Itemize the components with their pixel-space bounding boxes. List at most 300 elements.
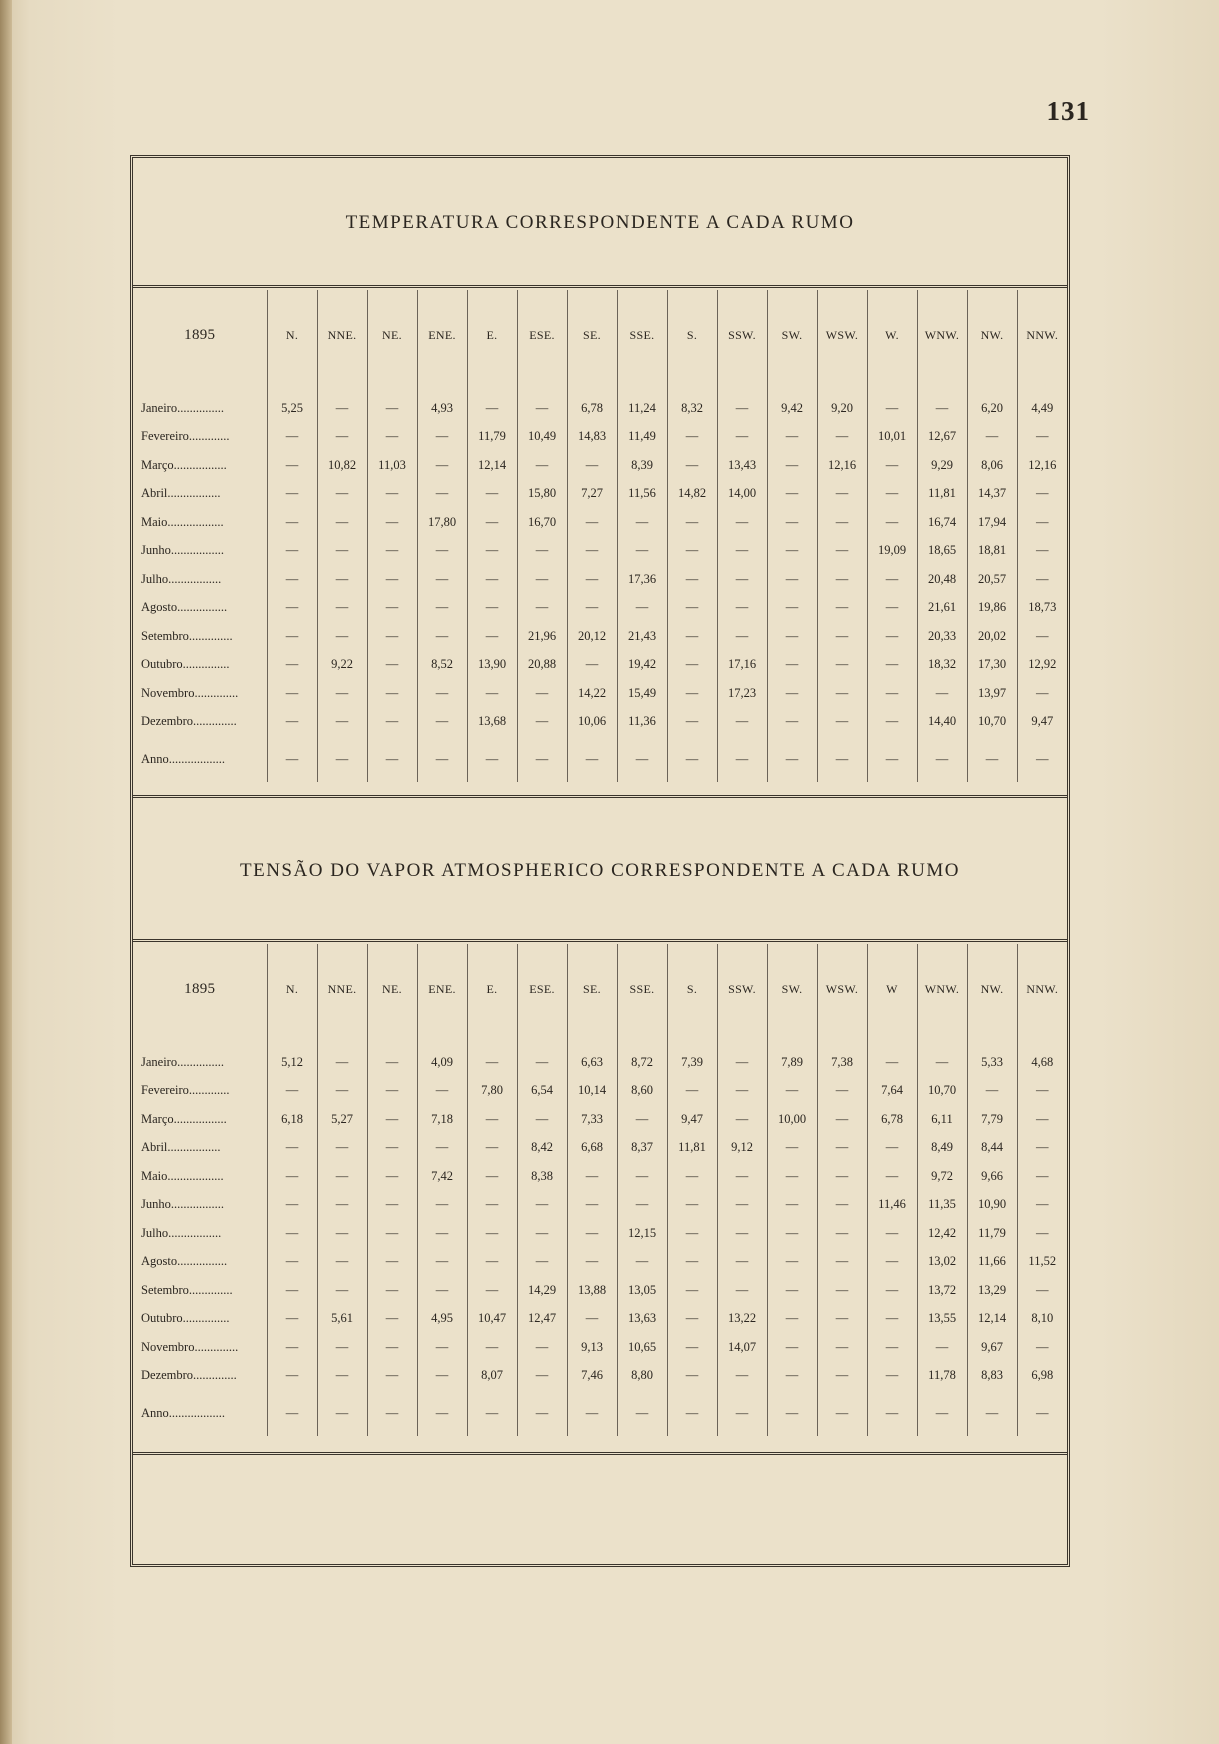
vapor-table-row [133,1333,1067,1362]
temperature-value-cell: 17,36 [617,565,667,594]
vapor-value-cell: 8,37 [617,1134,667,1163]
vapor-value-cell: — [417,1191,467,1220]
vapor-value-cell: — [517,1219,567,1248]
temperature-value-cell: 17,30 [967,651,1017,680]
temperature-value-cell: — [567,537,617,566]
temperature-value-cell: — [617,594,667,623]
vapor-value-cell: — [617,1191,667,1220]
temperature-table-row [133,736,1067,782]
vapor-value-cell: 7,38 [817,1048,867,1077]
vapor-value-cell: 7,46 [567,1362,617,1391]
temperature-value-cell: 8,06 [967,451,1017,480]
vapor-column-header: SE. [567,944,617,1034]
vapor-column-header: S. [667,944,717,1034]
vapor-value-cell: — [867,1248,917,1277]
temperature-value-cell: — [717,423,767,452]
vapor-table-row [133,1362,1067,1391]
vapor-value-cell: — [467,1134,517,1163]
temperature-column-header: W. [867,290,917,380]
temperature-value-cell: — [667,565,717,594]
vapor-value-cell: 11,52 [1017,1248,1067,1277]
temperature-value-cell: — [367,736,417,782]
vapor-value-cell: — [1017,1276,1067,1305]
temperature-value-cell: — [667,651,717,680]
vapor-value-cell: 13,05 [617,1276,667,1305]
vapor-month-label: Julho................. [141,1225,222,1240]
temperature-value-cell: 16,70 [517,508,567,537]
vapor-value-cell: 8,42 [517,1134,567,1163]
vapor-value-cell: — [667,1305,717,1334]
vapor-value-cell: 9,67 [967,1333,1017,1362]
vapor-value-cell: — [317,1077,367,1106]
temperature-column-header: NNW. [1017,290,1067,380]
vapor-value-cell: 4,68 [1017,1048,1067,1077]
vapor-value-cell: 11,81 [667,1134,717,1163]
temperature-value-cell: 9,42 [767,394,817,423]
temperature-value-cell: — [767,423,817,452]
vapor-month-label: Setembro.............. [141,1282,233,1297]
temperature-value-cell: 10,06 [567,708,617,737]
temperature-value-cell: — [517,736,567,782]
vapor-month-label: Anno.................. [141,1405,226,1420]
temperature-value-cell: 12,92 [1017,651,1067,680]
temperature-value-cell: — [767,594,817,623]
vapor-value-cell: — [317,1219,367,1248]
temperature-column-header: WNW. [917,290,967,380]
vapor-value-cell: 7,33 [567,1105,617,1134]
vapor-value-cell: — [417,1134,467,1163]
temperature-value-cell: — [767,736,817,782]
vapor-column-header: ENE. [417,944,467,1034]
vapor-value-cell: 6,18 [267,1105,317,1134]
vapor-value-cell: — [567,1248,617,1277]
temperature-value-cell: — [767,651,817,680]
temperature-month-label: Anno.................. [141,751,226,766]
vapor-value-cell: 11,79 [967,1219,1017,1248]
temperature-value-cell: — [817,708,867,737]
vapor-value-cell: 8,49 [917,1134,967,1163]
temperature-value-cell: — [867,679,917,708]
temperature-value-cell: 19,09 [867,537,917,566]
temperature-value-cell: 20,48 [917,565,967,594]
vapor-value-cell: — [267,1134,317,1163]
vapor-value-cell: 9,13 [567,1333,617,1362]
vapor-value-cell: — [767,1191,817,1220]
vapor-month-label: Maio.................. [141,1168,224,1183]
temperature-value-cell: — [667,508,717,537]
temperature-value-cell: 11,79 [467,423,517,452]
temperature-value-cell: — [317,508,367,537]
temperature-value-cell: 11,49 [617,423,667,452]
temperature-table-row [133,480,1067,509]
vapor-value-cell: 8,44 [967,1134,1017,1163]
vapor-year-header: 1895 [184,980,216,997]
vapor-value-cell: — [867,1390,917,1436]
temperature-value-cell: — [867,508,917,537]
vapor-value-cell: — [367,1248,417,1277]
temperature-value-cell: — [267,594,317,623]
temperature-value-cell: — [867,451,917,480]
vapor-column-header: NNW. [1017,944,1067,1034]
temperature-value-cell: — [417,565,467,594]
vapor-value-cell: 11,46 [867,1191,917,1220]
temperature-column-header: NW. [967,290,1017,380]
vapor-value-cell: — [467,1390,517,1436]
vapor-value-cell: — [317,1333,367,1362]
vapor-value-cell: 13,88 [567,1276,617,1305]
vapor-value-cell: — [417,1219,467,1248]
vapor-value-cell: — [617,1248,667,1277]
vapor-value-cell: 9,47 [667,1105,717,1134]
vapor-value-cell: — [367,1219,417,1248]
temperature-value-cell: — [317,622,367,651]
vapor-column-header: NE. [367,944,417,1034]
temperature-value-cell: — [667,708,717,737]
temperature-month-label: Julho................. [141,571,222,586]
temperature-value-cell: — [317,537,367,566]
vapor-value-cell: — [417,1248,467,1277]
temperature-year-header: 1895 [184,326,216,343]
vapor-column-header: WNW. [917,944,967,1034]
vapor-column-header: WSW. [817,944,867,1034]
vapor-value-cell: — [1017,1077,1067,1106]
vapor-value-cell: — [317,1134,367,1163]
temperature-month-label: Outubro............... [141,657,230,672]
temperature-table-row [133,708,1067,737]
vapor-value-cell: — [717,1048,767,1077]
vapor-value-cell: — [817,1219,867,1248]
temperature-value-cell: 8,52 [417,651,467,680]
vapor-value-cell: — [717,1362,767,1391]
vapor-value-cell: — [317,1191,367,1220]
temperature-value-cell: 12,16 [1017,451,1067,480]
vapor-value-cell: 12,15 [617,1219,667,1248]
vapor-table-row [133,1134,1067,1163]
vapor-value-cell: — [867,1048,917,1077]
temperature-column-header: ESE. [517,290,567,380]
temperature-value-cell: 6,78 [567,394,617,423]
vapor-value-cell: 13,63 [617,1305,667,1334]
vapor-table-row [133,1219,1067,1248]
temperature-value-cell: — [417,537,467,566]
vapor-value-cell: — [717,1276,767,1305]
temperature-table-row [133,622,1067,651]
temperature-value-cell: — [667,537,717,566]
temperature-value-cell: — [817,736,867,782]
temperature-value-cell: — [267,423,317,452]
temperature-value-cell: — [1017,622,1067,651]
temperature-value-cell: — [467,537,517,566]
temperature-value-cell: — [717,622,767,651]
vapor-value-cell: 6,11 [917,1105,967,1134]
temperature-value-cell: — [1017,423,1067,452]
temperature-value-cell: 19,86 [967,594,1017,623]
vapor-value-cell: — [567,1191,617,1220]
temperature-value-cell: — [667,423,717,452]
temperature-value-cell: — [317,480,367,509]
temperature-value-cell: 14,82 [667,480,717,509]
temperature-value-cell: — [367,651,417,680]
temperature-value-cell: 11,03 [367,451,417,480]
vapor-value-cell: — [867,1276,917,1305]
temperature-value-cell: — [517,594,567,623]
vapor-value-cell: — [817,1248,867,1277]
vapor-month-label: Janeiro............... [141,1054,224,1069]
temperature-section [133,158,1067,798]
vapor-value-cell: — [267,1162,317,1191]
vapor-value-cell: — [567,1219,617,1248]
vapor-value-cell: — [367,1305,417,1334]
temperature-value-cell: 14,22 [567,679,617,708]
vapor-value-cell: — [667,1219,717,1248]
temperature-value-cell: — [667,594,717,623]
vapor-value-cell: 14,29 [517,1276,567,1305]
vapor-value-cell: — [617,1105,667,1134]
temperature-value-cell: — [267,622,317,651]
temperature-value-cell: — [667,736,717,782]
temperature-month-label: Abril................. [141,486,221,501]
vapor-value-cell: 8,83 [967,1362,1017,1391]
temperature-value-cell: 11,56 [617,480,667,509]
temperature-value-cell: — [667,451,717,480]
temperature-column-header: S. [667,290,717,380]
vapor-value-cell: — [267,1276,317,1305]
temperature-value-cell: — [317,565,367,594]
temperature-value-cell: 18,81 [967,537,1017,566]
vapor-value-cell: 7,39 [667,1048,717,1077]
vapor-value-cell: — [1017,1390,1067,1436]
temperature-value-cell: — [917,736,967,782]
vapor-value-cell: — [867,1134,917,1163]
vapor-value-cell: 13,55 [917,1305,967,1334]
temperature-value-cell: 14,40 [917,708,967,737]
temperature-column-header: WSW. [817,290,867,380]
temperature-value-cell: — [567,451,617,480]
temperature-value-cell: — [517,451,567,480]
temperature-value-cell: 8,32 [667,394,717,423]
vapor-value-cell: 9,12 [717,1134,767,1163]
vapor-value-cell: — [667,1362,717,1391]
vapor-value-cell: — [367,1390,417,1436]
vapor-value-cell: — [817,1077,867,1106]
vapor-column-header: SSE. [617,944,667,1034]
temperature-value-cell: 12,14 [467,451,517,480]
temperature-value-cell: — [567,565,617,594]
vapor-value-cell: 8,07 [467,1362,517,1391]
temperature-value-cell: — [467,679,517,708]
temperature-value-cell: — [267,679,317,708]
temperature-value-cell: — [467,736,517,782]
temperature-value-cell: 21,61 [917,594,967,623]
vapor-table-row [133,1276,1067,1305]
vapor-table-row [133,1248,1067,1277]
temperature-value-cell: 10,01 [867,423,917,452]
vapor-value-cell: — [817,1191,867,1220]
vapor-value-cell: — [367,1362,417,1391]
temperature-value-cell: 8,39 [617,451,667,480]
vapor-value-cell: — [317,1248,367,1277]
temperature-value-cell: — [717,736,767,782]
vapor-value-cell: — [667,1248,717,1277]
vapor-value-cell: — [1017,1134,1067,1163]
temperature-month-label: Agosto................ [141,600,228,615]
temperature-value-cell: — [517,565,567,594]
temperature-value-cell: — [767,708,817,737]
temperature-month-label: Março................. [141,457,227,472]
vapor-value-cell: — [317,1162,367,1191]
temperature-value-cell: 16,74 [917,508,967,537]
vapor-value-cell: — [467,1276,517,1305]
vapor-month-label: Junho................. [141,1197,224,1212]
vapor-value-cell: 7,79 [967,1105,1017,1134]
temperature-value-cell: — [1017,537,1067,566]
vapor-value-cell: 10,14 [567,1077,617,1106]
vapor-value-cell: 12,47 [517,1305,567,1334]
vapor-value-cell: — [717,1390,767,1436]
temperature-value-cell: 13,43 [717,451,767,480]
vapor-value-cell: — [917,1390,967,1436]
vapor-value-cell: — [267,1305,317,1334]
temperature-month-label: Dezembro.............. [141,714,237,729]
temperature-value-cell: — [417,423,467,452]
vapor-value-cell: — [367,1191,417,1220]
vapor-value-cell: — [567,1390,617,1436]
temperature-value-cell: — [267,708,317,737]
vapor-value-cell: 8,10 [1017,1305,1067,1334]
temperature-value-cell: — [867,594,917,623]
vapor-value-cell: 4,09 [417,1048,467,1077]
temperature-value-cell: — [317,423,367,452]
temperature-value-cell: — [767,451,817,480]
temperature-title-rule [133,285,1067,288]
vapor-value-cell: — [467,1191,517,1220]
vapor-value-cell: — [467,1105,517,1134]
temperature-value-cell: 20,33 [917,622,967,651]
temperature-value-cell: — [367,679,417,708]
vapor-value-cell: 7,80 [467,1077,517,1106]
vapor-value-cell: 5,61 [317,1305,367,1334]
temperature-value-cell: 7,27 [567,480,617,509]
vapor-value-cell: 9,72 [917,1162,967,1191]
temperature-table-row [133,679,1067,708]
vapor-month-label: Agosto................ [141,1254,228,1269]
temperature-value-cell: — [317,594,367,623]
temperature-value-cell: — [467,594,517,623]
vapor-value-cell: — [567,1162,617,1191]
vapor-value-cell: — [1017,1191,1067,1220]
temperature-value-cell: — [717,565,767,594]
temperature-table-row [133,451,1067,480]
temperature-value-cell: — [517,679,567,708]
temperature-value-cell: — [267,508,317,537]
temperature-value-cell: 20,88 [517,651,567,680]
vapor-column-header: ESE. [517,944,567,1034]
temperature-column-header: E. [467,290,517,380]
vapor-value-cell: — [267,1191,317,1220]
temperature-value-cell: — [367,594,417,623]
temperature-value-cell: — [267,480,317,509]
temperature-month-label: Fevereiro............. [141,429,230,444]
temperature-value-cell: — [367,508,417,537]
temperature-month-label: Setembro.............. [141,628,233,643]
vapor-value-cell: — [767,1362,817,1391]
vapor-table [133,944,1067,1436]
vapor-value-cell: — [267,1390,317,1436]
temperature-value-cell: — [917,679,967,708]
temperature-value-cell: — [967,423,1017,452]
vapor-value-cell: — [817,1305,867,1334]
temperature-value-cell: — [517,394,567,423]
vapor-value-cell: 13,29 [967,1276,1017,1305]
temperature-value-cell: 12,16 [817,451,867,480]
temperature-table-row [133,394,1067,423]
vapor-value-cell: — [417,1276,467,1305]
temperature-column-header: N. [267,290,317,380]
vapor-value-cell: — [317,1362,367,1391]
temperature-value-cell: 4,93 [417,394,467,423]
temperature-table-row [133,565,1067,594]
temperature-value-cell: 11,81 [917,480,967,509]
vapor-value-cell: — [367,1105,417,1134]
vapor-value-cell: 8,38 [517,1162,567,1191]
temperature-value-cell: — [1017,480,1067,509]
temperature-value-cell: 17,94 [967,508,1017,537]
temperature-value-cell: — [717,508,767,537]
temperature-column-header: SSE. [617,290,667,380]
temperature-value-cell: — [967,736,1017,782]
vapor-value-cell: — [517,1248,567,1277]
vapor-value-cell: — [417,1333,467,1362]
vapor-value-cell: — [717,1162,767,1191]
temperature-value-cell: 18,32 [917,651,967,680]
temperature-value-cell: — [467,622,517,651]
vapor-value-cell: — [717,1105,767,1134]
vapor-value-cell: — [267,1219,317,1248]
vapor-value-cell: 11,78 [917,1362,967,1391]
temperature-value-cell: — [317,708,367,737]
vapor-value-cell: — [917,1333,967,1362]
vapor-value-cell: — [367,1162,417,1191]
vapor-value-cell: — [717,1219,767,1248]
temperature-value-cell: — [567,594,617,623]
temperature-value-cell: — [867,622,917,651]
vapor-value-cell: — [767,1219,817,1248]
temperature-table-row [133,423,1067,452]
vapor-month-label: Abril................. [141,1140,221,1155]
temperature-value-cell: — [267,651,317,680]
temperature-column-header: SE. [567,290,617,380]
temperature-value-cell: — [667,679,717,708]
vapor-value-cell: — [767,1134,817,1163]
temperature-value-cell: — [467,508,517,537]
vapor-value-cell: — [717,1077,767,1106]
page-number: 131 [1046,96,1090,126]
vapor-value-cell: — [517,1390,567,1436]
temperature-value-cell: — [417,708,467,737]
temperature-value-cell: — [367,423,417,452]
vapor-value-cell: 10,65 [617,1333,667,1362]
temperature-value-cell: — [767,480,817,509]
vapor-value-cell: 13,72 [917,1276,967,1305]
vapor-value-cell: — [667,1333,717,1362]
vapor-value-cell: — [267,1077,317,1106]
temperature-month-label: Janeiro............... [141,400,224,415]
temperature-value-cell: 10,70 [967,708,1017,737]
vapor-table-row [133,1305,1067,1334]
temperature-value-cell: — [417,622,467,651]
vapor-value-cell: — [517,1048,567,1077]
temperature-column-header: SSW. [717,290,767,380]
